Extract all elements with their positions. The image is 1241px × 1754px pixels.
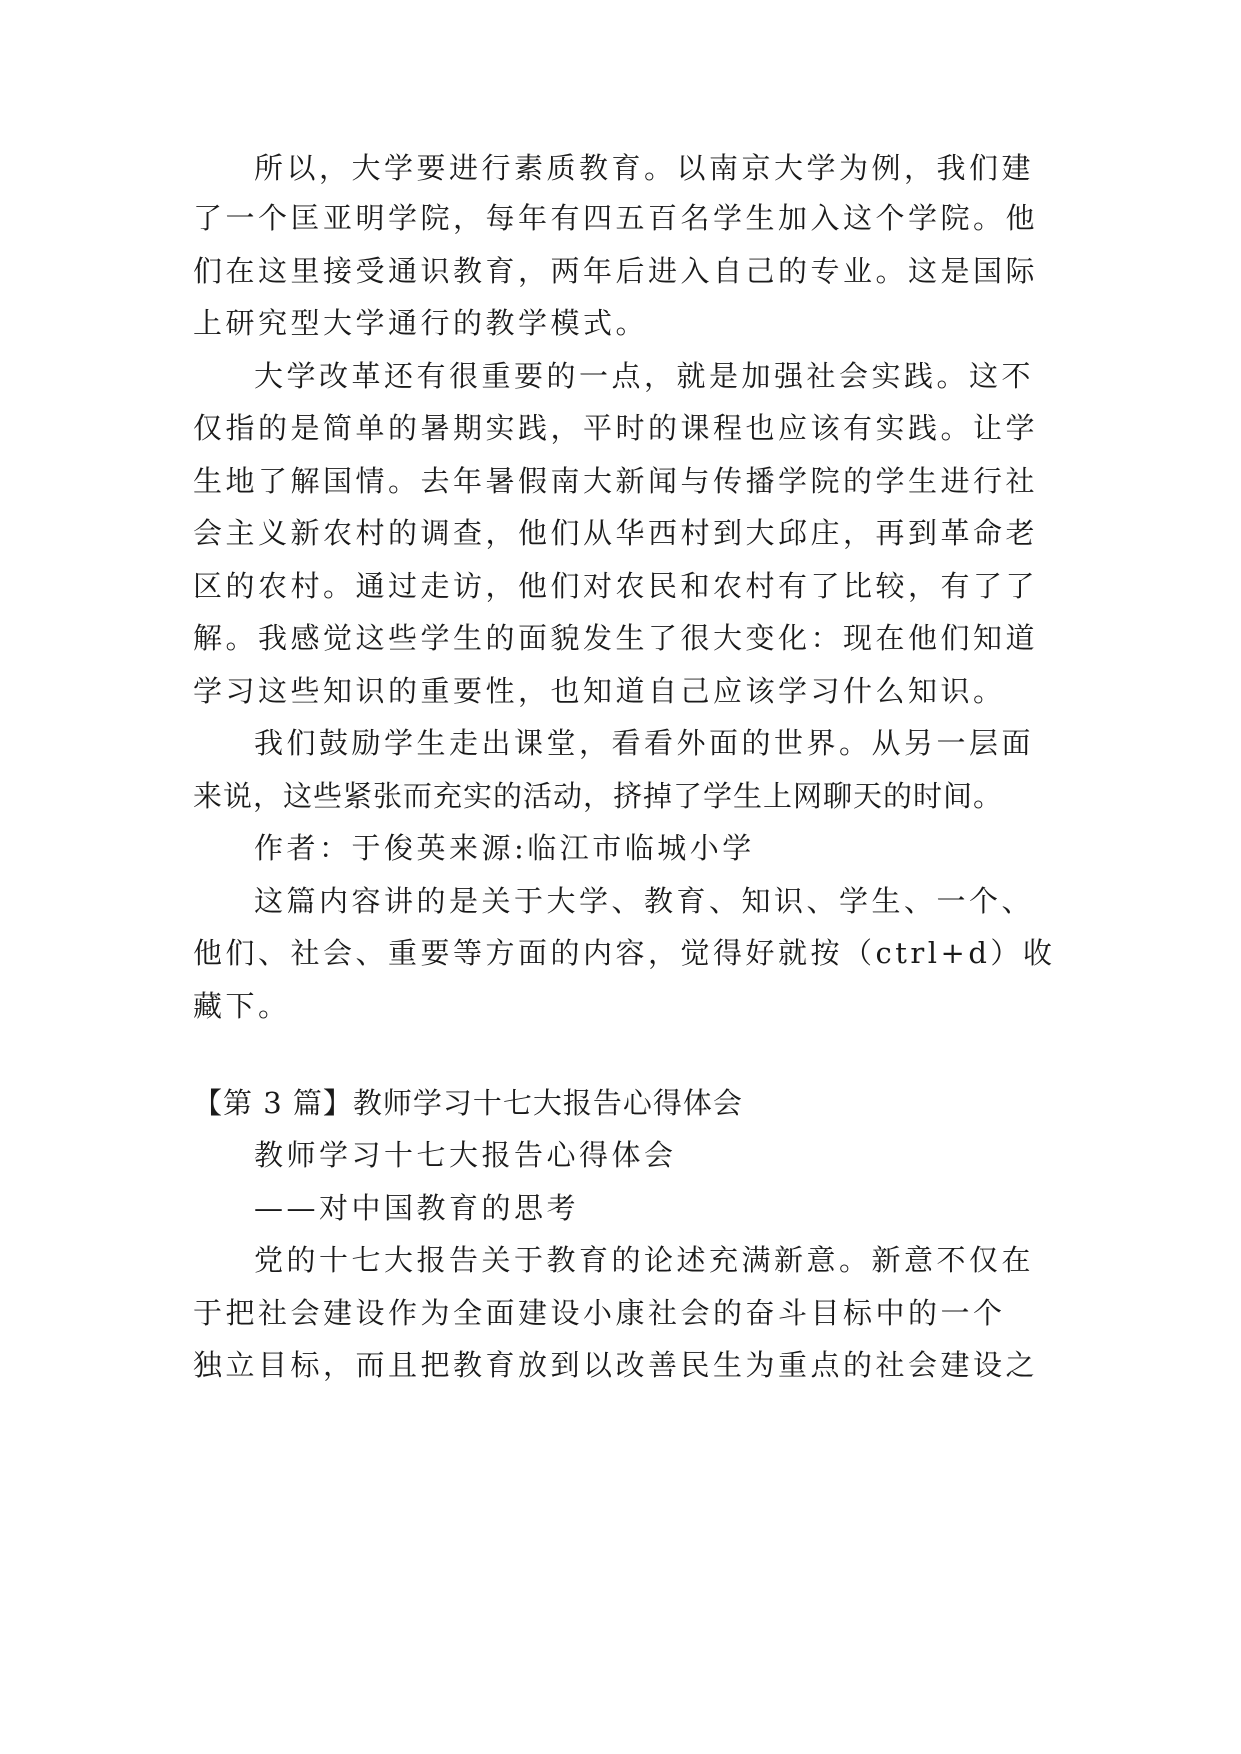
paragraph-line: 这篇内容讲的是关于大学、教育、知识、学生、一个、 bbox=[254, 884, 1035, 918]
article-title: 教师学习十七大报告心得体会 bbox=[254, 1138, 677, 1172]
author-source-line: 作者：于俊英来源:临江市临城小学 bbox=[254, 831, 755, 865]
paragraph-line: 区的农村。通过走访，他们对农民和农村有了比较，有了了 bbox=[193, 569, 1039, 603]
section-heading: 【第 3 篇】教师学习十七大报告心得体会 bbox=[193, 1086, 743, 1120]
paragraph-line: 了一个匡亚明学院，每年有四五百名学生加入这个学院。他 bbox=[193, 201, 1039, 235]
paragraph-line: 上研究型大学通行的教学模式。 bbox=[193, 306, 649, 340]
paragraph-line: 生地了解国情。去年暑假南大新闻与传播学院的学生进行社 bbox=[193, 464, 1039, 498]
paragraph-line: 于把社会建设作为全面建设小康社会的奋斗目标中的一个 bbox=[193, 1296, 1006, 1330]
paragraph-line: 独立目标，而且把教育放到以改善民生为重点的社会建设之 bbox=[193, 1348, 1039, 1382]
paragraph-line: 大学改革还有很重要的一点，就是加强社会实践。这不 bbox=[254, 359, 1035, 393]
paragraph-line: 来说，这些紧张而充实的活动，挤掉了学生上网聊天的时间。 bbox=[193, 779, 1004, 813]
paragraph-line: 他们、社会、重要等方面的内容，觉得好就按（ctrl+d）收 bbox=[193, 936, 1056, 970]
paragraph-line: 会主义新农村的调查，他们从华西村到大邱庄，再到革命老 bbox=[193, 516, 1039, 550]
paragraph-line: 解。我感觉这些学生的面貌发生了很大变化：现在他们知道 bbox=[193, 621, 1039, 655]
paragraph-line: 们在这里接受通识教育，两年后进入自己的专业。这是国际 bbox=[193, 254, 1039, 288]
paragraph-line: 仅指的是简单的暑期实践，平时的课程也应该有实践。让学 bbox=[193, 411, 1039, 445]
paragraph-line: 所以，大学要进行素质教育。以南京大学为例，我们建 bbox=[254, 151, 1035, 185]
paragraph-line: 我们鼓励学生走出课堂，看看外面的世界。从另一层面 bbox=[254, 726, 1035, 760]
paragraph-line: 学习这些知识的重要性，也知道自己应该学习什么知识。 bbox=[193, 674, 1006, 708]
article-subtitle: ——对中国教育的思考 bbox=[254, 1191, 580, 1225]
paragraph-line: 藏下。 bbox=[193, 989, 291, 1023]
paragraph-line: 党的十七大报告关于教育的论述充满新意。新意不仅在 bbox=[254, 1243, 1035, 1277]
